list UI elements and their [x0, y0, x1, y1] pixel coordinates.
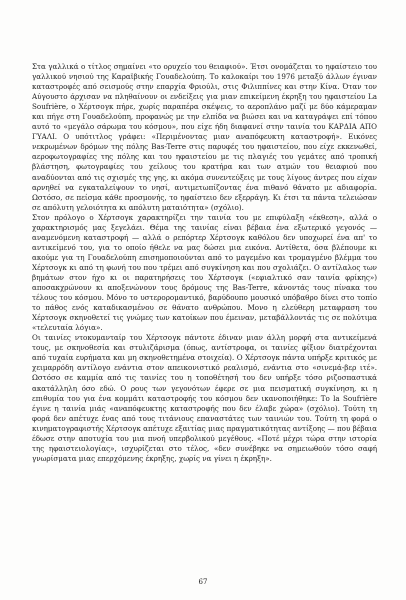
- body-text: [32, 62, 377, 464]
- paragraph-1: Στα γαλλικά ο τίτλος σημαίνει «το ορυχείο του θειαφιού». Έτσι ονομάζεται το ηφαίστειο του γαλλικού νησιού της Καραϊβικής Γουαδελούπη. Το καλοκαίρι του 1976 μεταξύ άλλων έγιναν καταστροφές από σεισμούς στην επαρχία Φριούλι, στις Φιλιππίνες και στην Κίνα. Όταν τον Αύγουστο άρχισαν να πληθαίνουν οι ενδείξεις για μιαν επικείμενη έκρηξη του ηφαιστείου La Soufrière, ο Χέρτσογκ πήρε, χωρίς παραπέρα σκέψεις, το αεροπλάνο μαζί με δύο κάμεραμαν και πήγε στη Γουαδελούπη, προφανώς με την ελπίδα να βιώσει και να καταγράψει επί τόπου αυτό το «μεγάλο σάρωμα του κόσμου», που είχε ήδη διαφανεί στην ταινία του ΚΑΡΔΙΑ ΑΠΟ ΓΥΑΛΙ. Ο υπότιτλος γράφει: «Περιμένοντας μιαν αναπόφευκτη καταστροφή». Εικόνες νεκρωμένων δρόμων της πόλης Bas-Terre στις παρυφές του ηφαιστείου, που είχε εκκενωθεί, αεροφωτογραφίες της πόλης και του ηφαιστείου με τις πλαγιές του γεμάτες από τροπική βλάστηση, φωτογραφίες του χείλους του κρατήρα και των ατμών του θειαφιού που αναδύονται από τις σχισμές της γης, κι ακόμα συνεντεύξεις με τους λίγους άντρες που είχαν αρνηθεί να εγκαταλείψουν το νησί, αντιμετωπίζοντας ένα πιθανό θάνατο με αδιαφορία. Ωστόσο, σε πείσμα κάθε προσμονής, το ηφαίστειο δεν εξερράγη. Κι έτσι τα πάντα τελειώσαν σε απόλυτη γελοιότητα κι απόλυτη ματαιότητα» (σχόλιο).: [32, 62, 377, 212]
- paragraph-2: Στον πρόλογο ο Χέρτσογκ χαρακτηρίζει την ταινία του με επιφύλαξη «έκθεση», αλλά ο χαρακτηρισμός μας ξεγελάει. Θέμα της ταινίας είναι βέβαια ένα εξωτερικό γεγονός — αναμενόμενη καταστροφή — αλλά ο ρεπόρτερ Χέρτσογκ καθόλου δεν υποχωρεί ένα απ' το αντικείμενό του, για το οποίο ήθελε να μας δώσει μια εικόνα. Αντίθετα, όσα βλέπουμε κι ακούμε για τη Γουαδελούπη επισημοποιούνται από το μαγεμένο και τρομαγμένο βλέμμα του Χέρτσογκ κι από τη φωνή του που τρέμει από συγκίνηση και που σχολιάζει. Ο αντίλαλος των βημάτων στον ήχο κι οι παρατηρήσεις του Χέρτσογκ («εφιαλτικό σαν ταινία φρίκης») αποσακχρώνουν κι αποξενώνουν τους δρόμους της Bas-Terre, κάνοντάς τους πίνακα του τέλους του κόσμου. Μόνο το υστερορομαντικό, βαρύδουπο μουσικό υπόβαθρο δίνει στο τοπίο το πάθος ενός καταδικασμένου σε θάνατο ανθρώπου. Μονο η ελεύθερη μεταφραση του Χέρτσογκ σκηνοθετεί τις γνώμες των κατοίκων που έμειναν, μεταβάλλοντάς τις σε πολύτιμα «τελευταία λόγια».: [32, 212, 377, 333]
- page-number: 67: [198, 578, 208, 586]
- paragraph-3: Οι ταινίες ντοκυμανταίρ του Χέρτσογκ πάντοτε έδιναν μιαν άλλη μορφή στα αντικείμενά τους, με σκηνοθεσία και στυλιζάρισμα (όπως, αντίστροφα, οι ταινίες φίξιον διατρέχονται από τυχαία ευρήματα και μη σκηνοθετημένα στοιχεία). Ο Χέρτσογκ πάντα υπήρξε κριτικός με χειμαρρόδη αντίλογο ενάντια στον απεικονιστικό ρεαλισμό, ενάντια στο «σινεμά-βερ ιτέ». Ωστόσο σε καμμία από τις ταινίες του η τοποθέτησή του δεν υπήρξε τόσο ριζοσπαστικά ακατάλληλη όσο εδώ. Ο ρους των γεγονότων έφερε σε μια πεισματική συγκίνηση, κι η επιθυμία του για ένα κομμάτι καταστροφής του κόσμου δεν ικανοποιήθηκε: Το la Soufrière έγινε η ταινία μιάς «αναπόφευκτης καταστροφής που δεν έλαβε χώρα» (σχόλιο). Τούτη τη φορά δεν απέτυχε ένας από τους τιτάνιους επαναστάτες των ταινιών του. Τούτη τη φορά ο κινηματογραφιστής Χέρτσογκ απέτυχε εξαιτίας μιας πραγματικότητας αντίξοης — που βέβαια έδωσε στην αποτυχία του μια πνοή υπερβολικού μεγέθους. «Ποτέ μέχρι τώρα στην ιστορία της ηφαιστειολογίας», ισχυρίζεται στο τέλος, «δεν συνέβηκε να σημειωθούν τόσο σαφή γνωρίσματα μιας επερχόμενης έκρηξης, χωρίς να γίνει η έκρηξη».: [32, 333, 377, 463]
